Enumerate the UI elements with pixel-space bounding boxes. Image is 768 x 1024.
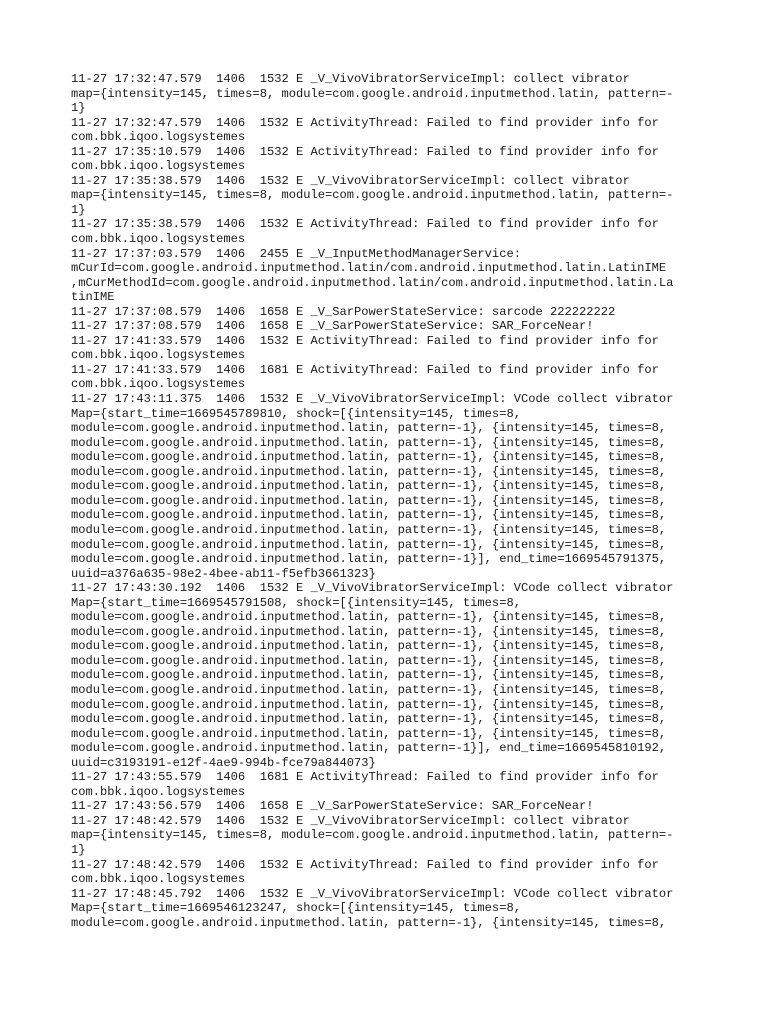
log-text-body (71, 72, 711, 930)
log-line: module=com.google.android.inputmethod.latin, pattern=-1}, {intensity=145, times=8, (71, 464, 667, 479)
log-line: com.bbk.iqoo.logsystemes (71, 348, 246, 363)
log-line: 1} (71, 202, 86, 217)
log-line: com.bbk.iqoo.logsystemes (71, 130, 246, 145)
log-line: module=com.google.android.inputmethod.latin, pattern=-1}, {intensity=145, times=8, (71, 479, 667, 494)
log-line: module=com.google.android.inputmethod.latin, pattern=-1}, {intensity=145, times=8, (71, 493, 667, 508)
log-line: 11-27 17:48:42.579 1406 1532 E ActivityThread: Failed to find provider info for (71, 857, 659, 872)
log-line: com.bbk.iqoo.logsystemes (71, 377, 246, 392)
log-line: 11-27 17:35:38.579 1406 1532 E ActivityThread: Failed to find provider info for (71, 217, 659, 232)
log-line: com.bbk.iqoo.logsystemes (71, 232, 246, 247)
log-line: com.bbk.iqoo.logsystemes (71, 784, 246, 799)
log-line: 1} (71, 101, 86, 116)
log-line: 11-27 17:43:55.579 1406 1681 E ActivityThread: Failed to find provider info for (71, 770, 659, 785)
log-line: module=com.google.android.inputmethod.latin, pattern=-1}, {intensity=145, times=8, (71, 610, 667, 625)
log-line: ,mCurMethodId=com.google.android.inputmethod.latin/com.android.inputmethod.latin.La (71, 275, 674, 290)
log-line: module=com.google.android.inputmethod.latin, pattern=-1}, {intensity=145, times=8, (71, 915, 667, 930)
log-line: 1} (71, 842, 86, 857)
log-line: 11-27 17:43:56.579 1406 1658 E _V_SarPowerStateService: SAR_ForceNear! (71, 799, 594, 814)
log-line: 11-27 17:35:10.579 1406 1532 E ActivityThread: Failed to find provider info for (71, 144, 659, 159)
log-line: module=com.google.android.inputmethod.latin, pattern=-1}, {intensity=145, times=8, (71, 682, 667, 697)
log-line: 11-27 17:48:45.792 1406 1532 E _V_VivoVibratorServiceImpl: VCode collect vibrator (71, 886, 674, 901)
log-line: module=com.google.android.inputmethod.latin, pattern=-1}, {intensity=145, times=8, (71, 726, 667, 741)
log-line: module=com.google.android.inputmethod.latin, pattern=-1}, {intensity=145, times=8, (71, 450, 667, 465)
log-line: 11-27 17:32:47.579 1406 1532 E _V_VivoVibratorServiceImpl: collect vibrator (71, 72, 630, 86)
log-line: 11-27 17:43:11.375 1406 1532 E _V_VivoVibratorServiceImpl: VCode collect vibrator (71, 392, 674, 407)
log-line: com.bbk.iqoo.logsystemes (71, 159, 246, 174)
log-line: module=com.google.android.inputmethod.latin, pattern=-1}, {intensity=145, times=8, (71, 624, 667, 639)
log-line: module=com.google.android.inputmethod.latin, pattern=-1}, {intensity=145, times=8, (71, 435, 667, 450)
log-line: Map={start_time=1669545791508, shock=[{intensity=145, times=8, (71, 595, 521, 610)
log-line: uuid=c3193191-e12f-4ae9-994b-fce79a844073} (71, 755, 376, 770)
log-line: 11-27 17:37:03.579 1406 2455 E _V_InputMethodManagerService: (71, 246, 521, 261)
log-line: module=com.google.android.inputmethod.latin, pattern=-1}], end_time=1669545810192, (71, 741, 667, 756)
log-line: module=com.google.android.inputmethod.latin, pattern=-1}, {intensity=145, times=8, (71, 712, 667, 727)
log-line: module=com.google.android.inputmethod.latin, pattern=-1}, {intensity=145, times=8, (71, 639, 667, 654)
log-line: 11-27 17:48:42.579 1406 1532 E _V_VivoVibratorServiceImpl: collect vibrator (71, 813, 630, 828)
log-line: module=com.google.android.inputmethod.latin, pattern=-1}, {intensity=145, times=8, (71, 508, 667, 523)
log-line: module=com.google.android.inputmethod.latin, pattern=-1}, {intensity=145, times=8, (71, 421, 667, 436)
log-line: 11-27 17:35:38.579 1406 1532 E _V_VivoVibratorServiceImpl: collect vibrator (71, 173, 630, 188)
log-line: module=com.google.android.inputmethod.latin, pattern=-1}, {intensity=145, times=8, (71, 653, 667, 668)
log-line: 11-27 17:41:33.579 1406 1532 E ActivityThread: Failed to find provider info for (71, 333, 659, 348)
log-line: 11-27 17:32:47.579 1406 1532 E ActivityThread: Failed to find provider info for (71, 115, 659, 130)
log-line: module=com.google.android.inputmethod.latin, pattern=-1}, {intensity=145, times=8, (71, 668, 667, 683)
log-line: mCurId=com.google.android.inputmethod.latin/com.android.inputmethod.latin.LatinIME (71, 261, 667, 276)
log-line: module=com.google.android.inputmethod.latin, pattern=-1}, {intensity=145, times=8, (71, 537, 667, 552)
log-line: module=com.google.android.inputmethod.latin, pattern=-1}, {intensity=145, times=8, (71, 522, 667, 537)
log-line: 11-27 17:37:08.579 1406 1658 E _V_SarPowerStateService: SAR_ForceNear! (71, 319, 594, 334)
log-line: module=com.google.android.inputmethod.latin, pattern=-1}, {intensity=145, times=8, (71, 697, 667, 712)
log-line: Map={start_time=1669546123247, shock=[{intensity=145, times=8, (71, 901, 521, 916)
log-line: uuid=a376a635-98e2-4bee-ab11-f5efb3661323} (71, 566, 376, 581)
log-line: map={intensity=145, times=8, module=com.google.android.inputmethod.latin, pattern=- (71, 86, 674, 101)
log-line: Map={start_time=1669545789810, shock=[{intensity=145, times=8, (71, 406, 521, 421)
log-line: 11-27 17:43:30.192 1406 1532 E _V_VivoVibratorServiceImpl: VCode collect vibrator (71, 581, 674, 596)
log-line: map={intensity=145, times=8, module=com.google.android.inputmethod.latin, pattern=- (71, 828, 674, 843)
log-line: tinIME (71, 290, 115, 305)
log-line: com.bbk.iqoo.logsystemes (71, 872, 246, 887)
log-line: 11-27 17:37:08.579 1406 1658 E _V_SarPowerStateService: sarcode 222222222 (71, 304, 616, 319)
log-line: 11-27 17:41:33.579 1406 1681 E ActivityThread: Failed to find provider info for (71, 362, 659, 377)
log-line: module=com.google.android.inputmethod.latin, pattern=-1}], end_time=1669545791375, (71, 552, 667, 567)
log-line: map={intensity=145, times=8, module=com.google.android.inputmethod.latin, pattern=- (71, 188, 674, 203)
